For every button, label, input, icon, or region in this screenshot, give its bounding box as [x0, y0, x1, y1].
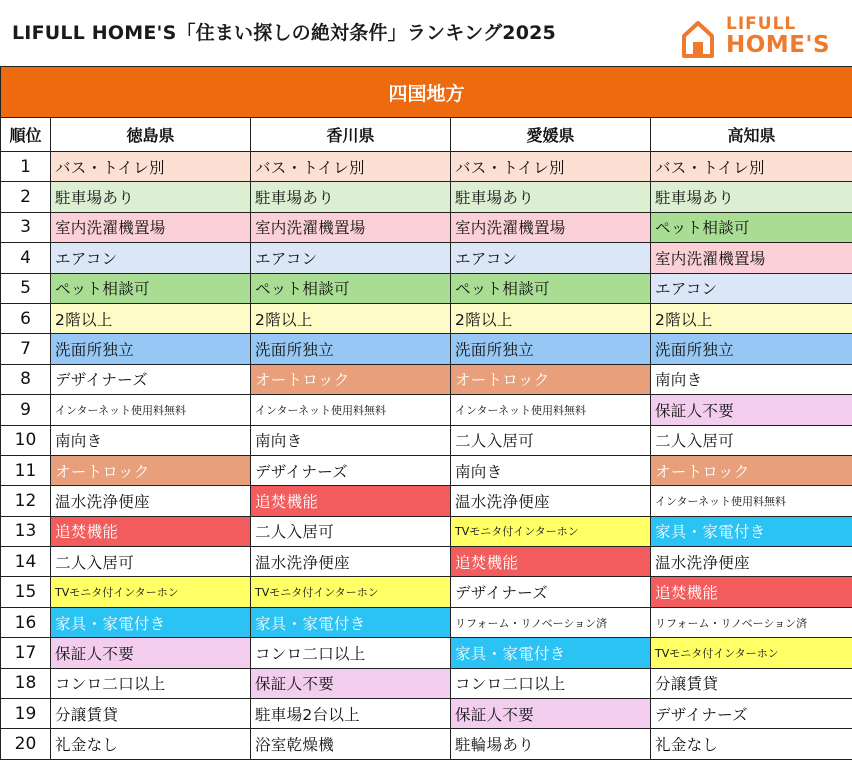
- rank-cell: 9: [1, 395, 51, 425]
- condition-cell: デザイナーズ: [251, 455, 451, 485]
- condition-cell: 南向き: [451, 455, 651, 485]
- condition-cell: 礼金なし: [51, 729, 251, 759]
- condition-cell: インターネット使用料無料: [451, 395, 651, 425]
- condition-cell: デザイナーズ: [651, 699, 852, 729]
- condition-cell: バス・トイレ別: [451, 152, 651, 182]
- condition-cell: インターネット使用料無料: [651, 486, 852, 516]
- column-header-tokushima: 徳島県: [51, 118, 251, 152]
- condition-cell: 保証人不要: [451, 699, 651, 729]
- condition-cell: 二人入居可: [251, 516, 451, 546]
- condition-cell: 駐車場2台以上: [251, 699, 451, 729]
- table-row: [1, 334, 852, 364]
- condition-cell: TVモニタ付インターホン: [51, 577, 251, 607]
- column-header-ehime: 愛媛県: [451, 118, 651, 152]
- rank-cell: 1: [1, 152, 51, 182]
- condition-cell: 二人入居可: [451, 425, 651, 455]
- condition-cell: コンロ二口以上: [51, 668, 251, 698]
- condition-cell: 洗面所独立: [251, 334, 451, 364]
- condition-cell: 南向き: [251, 425, 451, 455]
- rank-cell: 20: [1, 729, 51, 759]
- table-row: [1, 455, 852, 485]
- condition-cell: 温水洗浄便座: [651, 547, 852, 577]
- condition-cell: 温水洗浄便座: [51, 486, 251, 516]
- condition-cell: エアコン: [451, 243, 651, 273]
- rank-cell: 2: [1, 182, 51, 212]
- condition-cell: 駐車場あり: [451, 182, 651, 212]
- logo-text-homes: HOME'S: [726, 32, 831, 58]
- condition-cell: 浴室乾燥機: [251, 729, 451, 759]
- table-row: [1, 577, 852, 607]
- table-row: [1, 668, 852, 698]
- table-row: [1, 638, 852, 668]
- condition-cell: 分譲賃貸: [651, 668, 852, 698]
- condition-cell: 2階以上: [651, 303, 852, 333]
- rank-cell: 15: [1, 577, 51, 607]
- house-logo-icon: [680, 18, 716, 58]
- condition-cell: 分譲賃貸: [51, 699, 251, 729]
- condition-cell: 洗面所独立: [51, 334, 251, 364]
- table-row: [1, 729, 852, 759]
- condition-cell: 2階以上: [251, 303, 451, 333]
- column-header-kagawa: 香川県: [251, 118, 451, 152]
- condition-cell: 家具・家電付き: [251, 607, 451, 637]
- condition-cell: 礼金なし: [651, 729, 852, 759]
- condition-cell: 家具・家電付き: [451, 638, 651, 668]
- rank-cell: 14: [1, 547, 51, 577]
- condition-cell: リフォーム・リノベーション済: [451, 607, 651, 637]
- condition-cell: 駐輪場あり: [451, 729, 651, 759]
- condition-cell: 南向き: [51, 425, 251, 455]
- page-title: LIFULL HOME'S「住まい探しの絶対条件」ランキング2025: [12, 22, 556, 44]
- condition-cell: バス・トイレ別: [251, 152, 451, 182]
- ranking-table: [0, 66, 852, 760]
- table-row: [1, 182, 852, 212]
- rank-cell: 13: [1, 516, 51, 546]
- rank-cell: 19: [1, 699, 51, 729]
- table-row: [1, 152, 852, 182]
- table-row: [1, 364, 852, 394]
- rank-cell: 5: [1, 273, 51, 303]
- logo-text-lifull: LIFULL: [726, 14, 797, 34]
- condition-cell: 家具・家電付き: [51, 607, 251, 637]
- table-row: [1, 425, 852, 455]
- condition-cell: 追焚機能: [651, 577, 852, 607]
- condition-cell: 2階以上: [451, 303, 651, 333]
- table-row: [1, 516, 852, 546]
- condition-cell: デザイナーズ: [451, 577, 651, 607]
- condition-cell: オートロック: [251, 364, 451, 394]
- condition-cell: 洗面所独立: [651, 334, 852, 364]
- condition-cell: 室内洗濯機置場: [651, 243, 852, 273]
- rank-cell: 12: [1, 486, 51, 516]
- ranking-body: [1, 152, 852, 760]
- column-header-rank: 順位: [1, 118, 51, 152]
- condition-cell: エアコン: [51, 243, 251, 273]
- rank-cell: 6: [1, 303, 51, 333]
- rank-cell: 16: [1, 607, 51, 637]
- condition-cell: デザイナーズ: [51, 364, 251, 394]
- rank-cell: 3: [1, 212, 51, 242]
- table-row: [1, 699, 852, 729]
- table-row: [1, 395, 852, 425]
- condition-cell: インターネット使用料無料: [51, 395, 251, 425]
- column-header-kochi: 高知県: [651, 118, 852, 152]
- condition-cell: 駐車場あり: [651, 182, 852, 212]
- region-header: 四国地方: [1, 67, 852, 118]
- condition-cell: 保証人不要: [651, 395, 852, 425]
- condition-cell: エアコン: [251, 243, 451, 273]
- condition-cell: ペット相談可: [451, 273, 651, 303]
- condition-cell: 二人入居可: [51, 547, 251, 577]
- condition-cell: ペット相談可: [651, 212, 852, 242]
- condition-cell: 温水洗浄便座: [451, 486, 651, 516]
- condition-cell: 保証人不要: [251, 668, 451, 698]
- condition-cell: TVモニタ付インターホン: [251, 577, 451, 607]
- table-row: [1, 273, 852, 303]
- condition-cell: 室内洗濯機置場: [451, 212, 651, 242]
- condition-cell: オートロック: [451, 364, 651, 394]
- condition-cell: オートロック: [651, 455, 852, 485]
- condition-cell: TVモニタ付インターホン: [451, 516, 651, 546]
- condition-cell: 保証人不要: [51, 638, 251, 668]
- condition-cell: コンロ二口以上: [251, 638, 451, 668]
- condition-cell: 洗面所独立: [451, 334, 651, 364]
- condition-cell: TVモニタ付インターホン: [651, 638, 852, 668]
- table-row: [1, 547, 852, 577]
- condition-cell: ペット相談可: [51, 273, 251, 303]
- table-row: [1, 243, 852, 273]
- lifull-homes-logo: [680, 10, 845, 60]
- header: [0, 0, 852, 66]
- condition-cell: 駐車場あり: [51, 182, 251, 212]
- condition-cell: リフォーム・リノベーション済: [651, 607, 852, 637]
- table-row: [1, 212, 852, 242]
- condition-cell: 追焚機能: [51, 516, 251, 546]
- rank-cell: 17: [1, 638, 51, 668]
- table-row: [1, 486, 852, 516]
- condition-cell: バス・トイレ別: [51, 152, 251, 182]
- rank-cell: 4: [1, 243, 51, 273]
- condition-cell: ペット相談可: [251, 273, 451, 303]
- rank-cell: 11: [1, 455, 51, 485]
- condition-cell: 室内洗濯機置場: [51, 212, 251, 242]
- condition-cell: 温水洗浄便座: [251, 547, 451, 577]
- condition-cell: バス・トイレ別: [651, 152, 852, 182]
- condition-cell: コンロ二口以上: [451, 668, 651, 698]
- condition-cell: 追焚機能: [251, 486, 451, 516]
- condition-cell: 追焚機能: [451, 547, 651, 577]
- condition-cell: 室内洗濯機置場: [251, 212, 451, 242]
- table-row: [1, 303, 852, 333]
- condition-cell: 南向き: [651, 364, 852, 394]
- condition-cell: 家具・家電付き: [651, 516, 852, 546]
- condition-cell: 二人入居可: [651, 425, 852, 455]
- condition-cell: 2階以上: [51, 303, 251, 333]
- rank-cell: 8: [1, 364, 51, 394]
- condition-cell: オートロック: [51, 455, 251, 485]
- rank-cell: 7: [1, 334, 51, 364]
- rank-cell: 10: [1, 425, 51, 455]
- condition-cell: 駐車場あり: [251, 182, 451, 212]
- condition-cell: インターネット使用料無料: [251, 395, 451, 425]
- table-row: [1, 607, 852, 637]
- rank-cell: 18: [1, 668, 51, 698]
- condition-cell: エアコン: [651, 273, 852, 303]
